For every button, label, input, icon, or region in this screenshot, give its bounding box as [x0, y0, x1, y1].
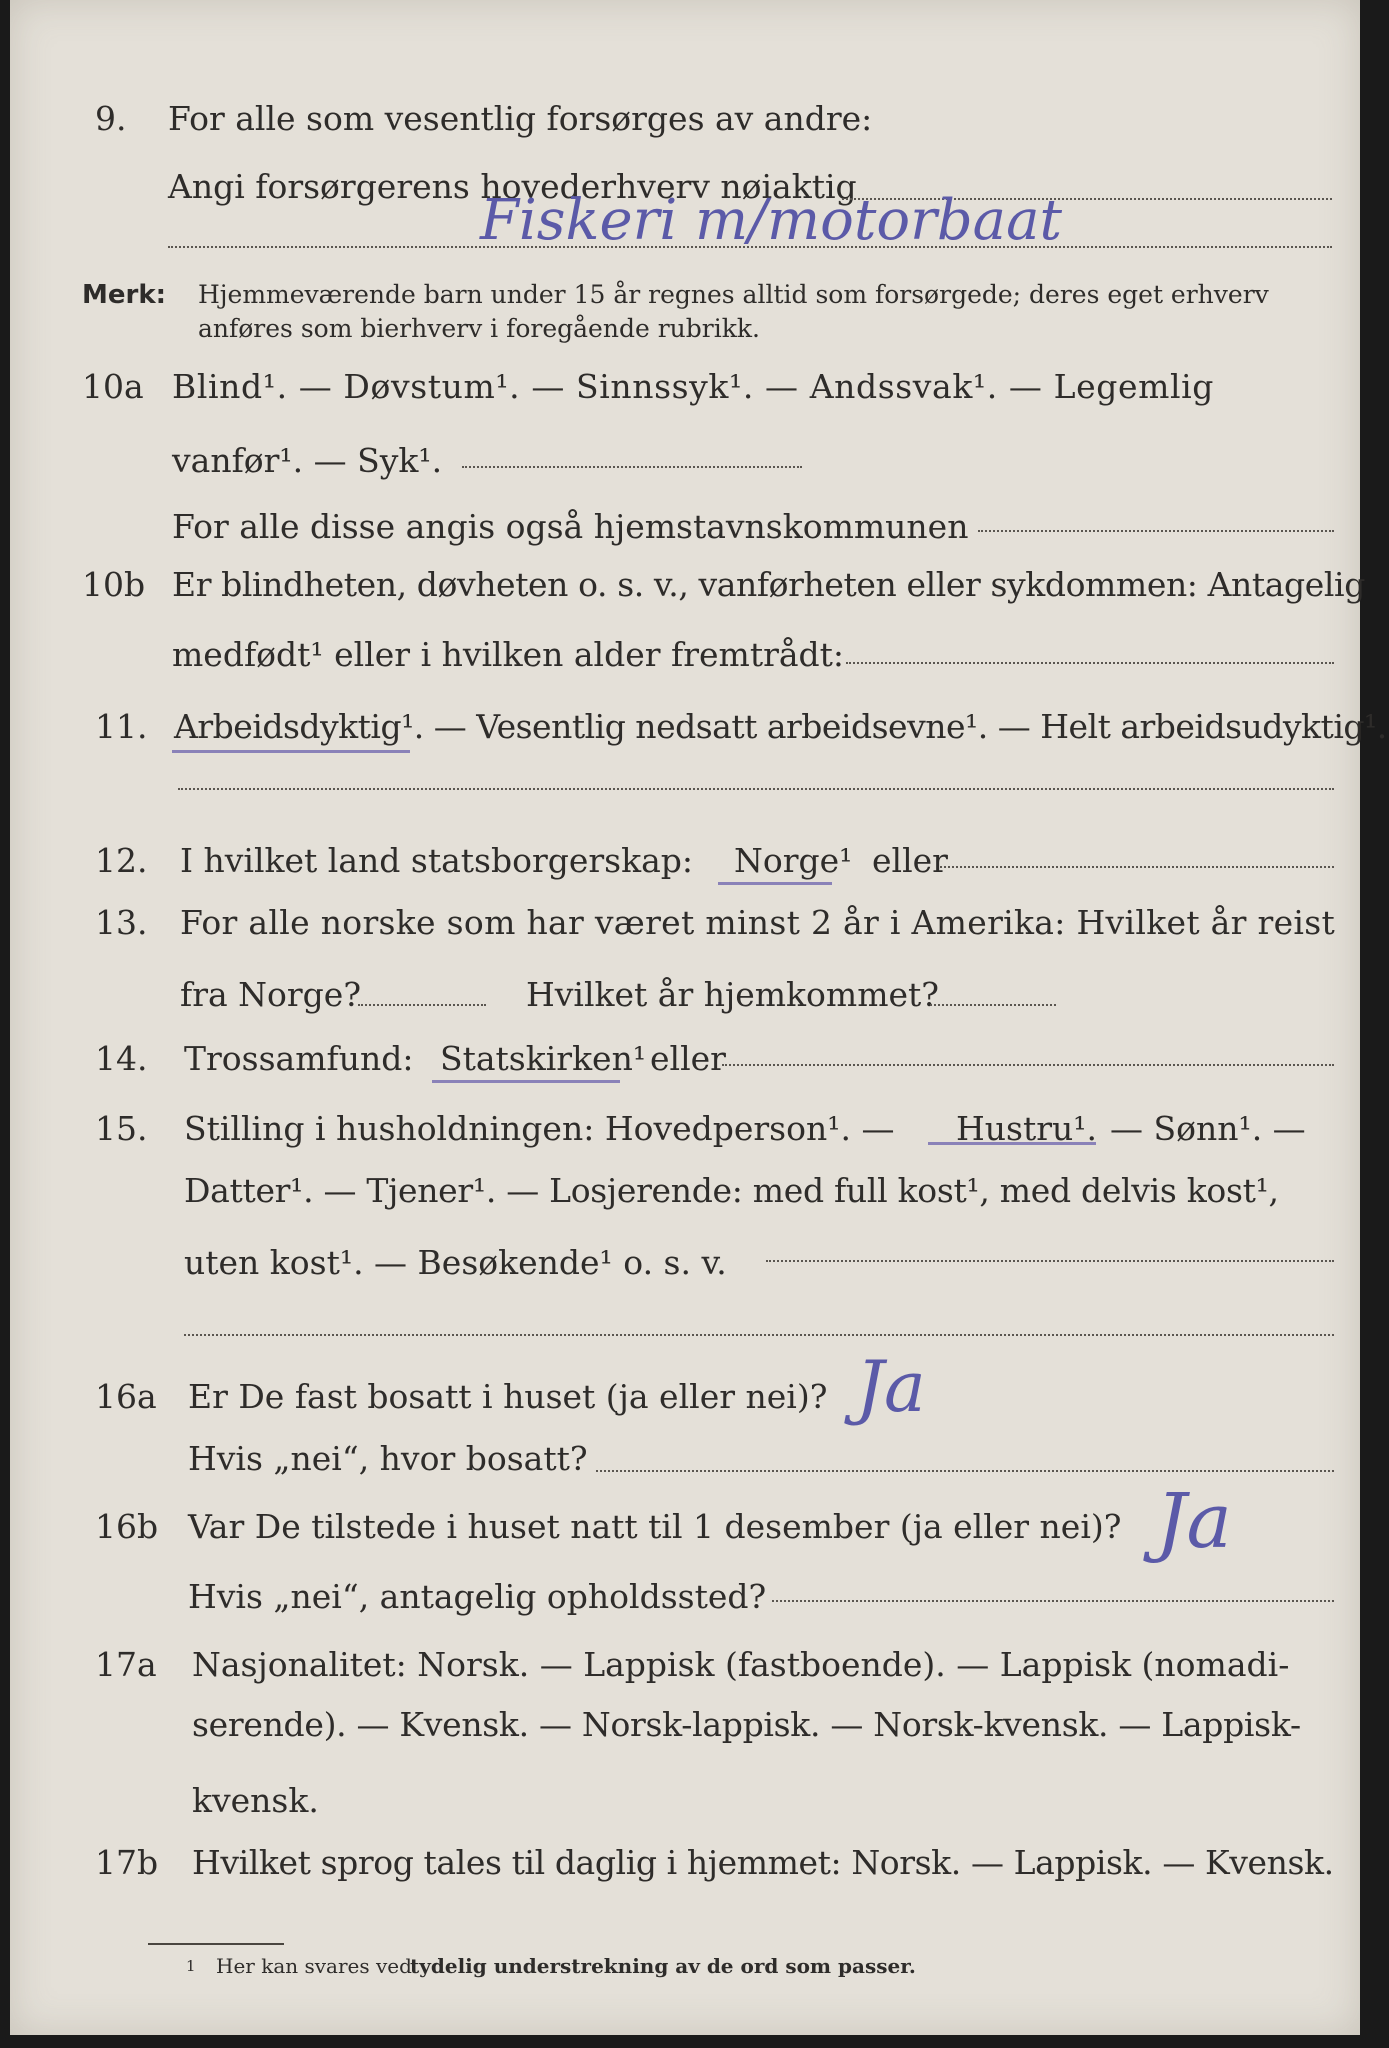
q10a-dotted-line-1 — [462, 466, 802, 468]
q13-text-2b: Hvilket år hjemkommet? — [526, 975, 939, 1014]
q14-number: 14. — [95, 1039, 148, 1078]
q9-dotted-line-2 — [168, 246, 1332, 248]
q11-number: 11. — [95, 707, 148, 746]
q9-line-1 — [0, 94, 1389, 144]
q13-line-2 — [0, 970, 1389, 1020]
q14-underline-statskirken — [432, 1080, 620, 1083]
q12-line — [0, 836, 1389, 886]
q16b-text-1: Var De tilstede i huset natt til 1 desember (ja eller nei)? — [188, 1507, 1122, 1546]
q17a-number: 17a — [95, 1645, 157, 1684]
q12-number: 12. — [95, 841, 148, 880]
q16b-line-2 — [0, 1572, 1389, 1622]
q11-dotted-line — [178, 788, 1334, 790]
q17b-text-1: Hvilket sprog tales til daglig i hjemmet: Norsk. — Lappisk. — Kvensk. — [192, 1843, 1334, 1882]
q9-text-1: For alle som vesentlig forsørges av andre: — [168, 99, 873, 138]
q10a-line-1 — [0, 362, 1389, 412]
q10b-line-2 — [0, 630, 1389, 680]
q15-line-2 — [0, 1166, 1389, 1216]
q16b-handwritten-answer: Ja — [1156, 1476, 1232, 1565]
q17a-text-3: kvensk. — [192, 1781, 319, 1820]
q13-dotted-line-2 — [930, 1004, 1056, 1006]
q13-line-1 — [0, 898, 1389, 948]
q15-line-1 — [0, 1104, 1389, 1154]
q15-text-1b: — Sønn¹. — — [1110, 1109, 1306, 1148]
q16a-text-1: Er De fast bosatt i huset (ja eller nei)? — [188, 1377, 828, 1416]
q14-line — [0, 1034, 1389, 1084]
q16b-number: 16b — [95, 1507, 159, 1546]
q9-number: 9. — [95, 99, 127, 138]
q15-choice-hustru: Hustru¹. — [956, 1109, 1097, 1148]
q15-line-3 — [0, 1238, 1389, 1288]
q11-line-1 — [0, 702, 1389, 752]
merk-text-2: anføres som bierhverv i foregående rubrikk. — [198, 314, 760, 343]
q13-number: 13. — [95, 903, 148, 942]
q16a-handwritten-answer: Ja — [856, 1346, 926, 1428]
q17b-line-1 — [0, 1838, 1389, 1888]
q10a-line-3 — [0, 502, 1389, 552]
q9-handwritten-answer: Fiskeri m/motorbaat — [480, 188, 1062, 253]
q16a-text-2: Hvis „nei“, hvor bosatt? — [188, 1439, 588, 1478]
q12-text: I hvilket land statsborgerskap: — [180, 841, 694, 880]
q16b-dotted-line — [772, 1600, 1334, 1602]
q15-text-3: uten kost¹. — Besøkende¹ o. s. v. — [184, 1243, 727, 1282]
footnote-mark: 1 — [186, 1957, 196, 1975]
q17a-line-3 — [0, 1776, 1389, 1826]
footnote-line — [0, 1948, 1389, 1984]
q17b-number: 17b — [95, 1843, 159, 1882]
q10a-text-3: For alle disse angis også hjemstavnskommunen — [172, 507, 969, 546]
q14-text-eller: eller — [650, 1039, 726, 1078]
footnote-text: Her kan svares ved — [216, 1954, 412, 1978]
q15-underline-hustru — [928, 1142, 1096, 1145]
q9-text-2: Angi forsørgerens hovederhverv nøiaktig — [168, 167, 857, 206]
q10a-text-1: Blind¹. — Døvstum¹. — Sinnssyk¹. — Andssvak¹. — Legemlig — [172, 367, 1215, 406]
q12-dotted-line — [940, 866, 1334, 868]
merk-line-2 — [0, 312, 1389, 362]
q12-text-eller: eller — [872, 841, 948, 880]
q16a-number: 16a — [95, 1377, 157, 1416]
q15-number: 15. — [95, 1109, 148, 1148]
q10b-dotted-line — [846, 662, 1334, 664]
q11-underline-arbeidsdyktig — [172, 750, 410, 753]
q13-text-2a: fra Norge? — [180, 975, 362, 1014]
q10b-text-2: medfødt¹ eller i hvilken alder fremtrådt: — [172, 635, 845, 674]
merk-text-1: Hjemmeværende barn under 15 år regnes alltid som forsørgede; deres eget erhverv — [198, 280, 1269, 309]
q11-text-1: Arbeidsdyktig¹. — Vesentlig nedsatt arbeidsevne¹. — Helt arbeidsudyktig¹. — [174, 707, 1387, 746]
q16a-dotted-line — [596, 1470, 1334, 1472]
q12-underline-norge — [718, 882, 832, 885]
q12-choice-norge: Norge¹ — [734, 841, 853, 880]
q13-text-1: For alle norske som har været minst 2 år i Amerika: Hvilket år reist — [180, 903, 1336, 942]
q14-choice-statskirken: Statskirken¹ — [440, 1039, 647, 1078]
q16a-line-1 — [0, 1372, 1389, 1422]
q17a-text-1: Nasjonalitet: Norsk. — Lappisk (fastboende). — Lappisk (nomadi- — [192, 1645, 1290, 1684]
q15-text-1a: Stilling i husholdningen: Hovedperson¹. — — [184, 1109, 895, 1148]
q17a-line-2 — [0, 1700, 1389, 1750]
q10b-number: 10b — [82, 565, 146, 604]
q10a-text-2: vanfør¹. — Syk¹. — [172, 441, 443, 480]
q10a-dotted-line-2 — [978, 530, 1334, 532]
q10b-line-1 — [0, 560, 1389, 610]
q15-text-2: Datter¹. — Tjener¹. — Losjerende: med full kost¹, med delvis kost¹, — [184, 1171, 1279, 1210]
q10b-text-1: Er blindheten, døvheten o. s. v., vanførheten eller sykdommen: Antagelig — [172, 565, 1365, 604]
q16b-text-2: Hvis „nei“, antagelig opholdssted? — [188, 1577, 767, 1616]
q14-text: Trossamfund: — [184, 1039, 414, 1078]
q17a-text-2: serende). — Kvensk. — Norsk-lappisk. — Norsk-kvensk. — Lappisk- — [192, 1705, 1301, 1744]
merk-label: Merk: — [82, 280, 167, 310]
q13-dotted-line-1 — [358, 1004, 486, 1006]
q10a-line-2 — [0, 436, 1389, 486]
q15-dotted-line-2 — [184, 1334, 1334, 1336]
q14-dotted-line — [722, 1064, 1334, 1066]
q10a-number: 10a — [82, 367, 144, 406]
q17a-line-1 — [0, 1640, 1389, 1690]
footnote-bold-text: tydelig understrekning av de ord som passer. — [410, 1954, 916, 1978]
footnote-rule — [148, 1943, 284, 1945]
q15-dotted-line-1 — [766, 1260, 1334, 1262]
